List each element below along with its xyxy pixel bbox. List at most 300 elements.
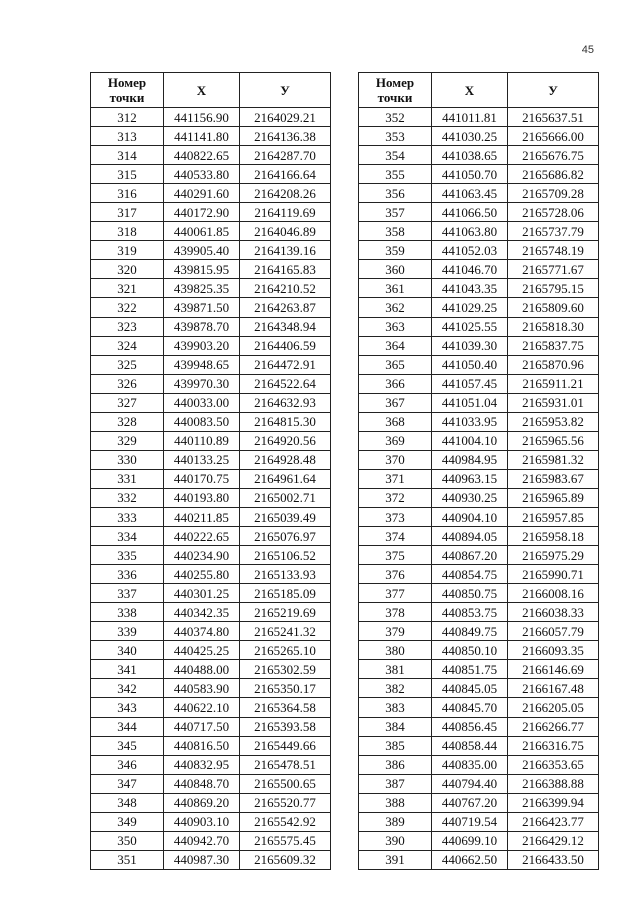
table-row xyxy=(359,241,599,260)
table-row xyxy=(359,603,599,622)
point-number-cell: 320 xyxy=(91,260,164,279)
table-row xyxy=(91,698,331,717)
x-coordinate-cell: 441052.03 xyxy=(432,241,508,260)
y-coordinate-cell: 2165575.45 xyxy=(240,831,331,850)
x-coordinate-cell: 441030.25 xyxy=(432,127,508,146)
y-coordinate-cell: 2165837.75 xyxy=(508,336,599,355)
table-header-row xyxy=(359,73,599,108)
table-row xyxy=(91,393,331,412)
table-row xyxy=(359,679,599,698)
y-coordinate-cell: 2164119.69 xyxy=(240,203,331,222)
x-coordinate-cell: 440583.90 xyxy=(164,679,240,698)
x-coordinate-cell: 440172.90 xyxy=(164,203,240,222)
point-number-cell: 346 xyxy=(91,755,164,774)
table-row xyxy=(91,203,331,222)
x-coordinate-cell: 441025.55 xyxy=(432,317,508,336)
table-row xyxy=(91,412,331,431)
y-coordinate-cell: 2165818.30 xyxy=(508,317,599,336)
y-coordinate-cell: 2165870.96 xyxy=(508,355,599,374)
x-coordinate-cell: 440867.20 xyxy=(432,546,508,565)
x-coordinate-cell: 441050.40 xyxy=(432,355,508,374)
x-coordinate-cell: 441063.45 xyxy=(432,184,508,203)
point-number-cell: 331 xyxy=(91,469,164,488)
table-header-row xyxy=(91,73,331,108)
point-number-cell: 362 xyxy=(359,298,432,317)
point-number-cell: 351 xyxy=(91,850,164,869)
table-row xyxy=(359,412,599,431)
point-number-cell: 329 xyxy=(91,431,164,450)
point-number-cell: 391 xyxy=(359,850,432,869)
x-coordinate-cell: 440858.44 xyxy=(432,736,508,755)
point-number-cell: 335 xyxy=(91,546,164,565)
y-coordinate-cell: 2165911.21 xyxy=(508,374,599,393)
table-row xyxy=(91,279,331,298)
x-coordinate-cell: 440984.95 xyxy=(432,450,508,469)
table-row xyxy=(359,393,599,412)
y-coordinate-cell: 2164263.87 xyxy=(240,298,331,317)
point-number-cell: 373 xyxy=(359,507,432,526)
point-number-cell: 352 xyxy=(359,108,432,127)
point-number-cell: 367 xyxy=(359,393,432,412)
x-coordinate-cell: 439825.35 xyxy=(164,279,240,298)
table-row xyxy=(359,660,599,679)
y-coordinate-cell: 2164166.64 xyxy=(240,165,331,184)
table-row xyxy=(91,831,331,850)
table-row xyxy=(359,717,599,736)
x-coordinate-cell: 440061.85 xyxy=(164,222,240,241)
x-coordinate-cell: 441011.81 xyxy=(432,108,508,127)
point-number-cell: 355 xyxy=(359,165,432,184)
point-number-cell: 345 xyxy=(91,736,164,755)
table-row xyxy=(91,812,331,831)
x-coordinate-cell: 440342.35 xyxy=(164,603,240,622)
table-row xyxy=(91,374,331,393)
y-coordinate-cell: 2165709.28 xyxy=(508,184,599,203)
table-row xyxy=(91,622,331,641)
table-row xyxy=(359,431,599,450)
y-coordinate-cell: 2165795.15 xyxy=(508,279,599,298)
x-coordinate-cell: 440822.65 xyxy=(164,146,240,165)
x-coordinate-cell: 441063.80 xyxy=(432,222,508,241)
x-coordinate-cell: 440851.75 xyxy=(432,660,508,679)
y-coordinate-cell: 2164815.30 xyxy=(240,412,331,431)
point-number-cell: 321 xyxy=(91,279,164,298)
table-row xyxy=(91,660,331,679)
x-coordinate-cell: 440835.00 xyxy=(432,755,508,774)
point-number-cell: 328 xyxy=(91,412,164,431)
y-coordinate-cell: 2166316.75 xyxy=(508,736,599,755)
table-row xyxy=(359,793,599,812)
point-number-cell: 383 xyxy=(359,698,432,717)
x-coordinate-cell: 440903.10 xyxy=(164,812,240,831)
point-number-cell: 324 xyxy=(91,336,164,355)
point-number-cell: 332 xyxy=(91,488,164,507)
y-coordinate-cell: 2165133.93 xyxy=(240,565,331,584)
point-number-cell: 366 xyxy=(359,374,432,393)
y-coordinate-cell: 2165039.49 xyxy=(240,507,331,526)
table-row xyxy=(359,298,599,317)
x-coordinate-cell: 440853.75 xyxy=(432,603,508,622)
y-coordinate-cell: 2166146.69 xyxy=(508,660,599,679)
table-row xyxy=(359,165,599,184)
x-coordinate-cell: 440963.15 xyxy=(432,469,508,488)
y-coordinate-cell: 2165637.51 xyxy=(508,108,599,127)
x-coordinate-cell: 441038.65 xyxy=(432,146,508,165)
x-coordinate-cell: 440083.50 xyxy=(164,412,240,431)
header-y: У xyxy=(240,73,331,108)
y-coordinate-cell: 2165666.00 xyxy=(508,127,599,146)
y-coordinate-cell: 2165241.32 xyxy=(240,622,331,641)
point-number-cell: 333 xyxy=(91,507,164,526)
table-row xyxy=(91,717,331,736)
y-coordinate-cell: 2166205.05 xyxy=(508,698,599,717)
table-row xyxy=(91,755,331,774)
point-number-cell: 384 xyxy=(359,717,432,736)
x-coordinate-cell: 440845.70 xyxy=(432,698,508,717)
point-number-cell: 326 xyxy=(91,374,164,393)
point-number-cell: 350 xyxy=(91,831,164,850)
x-coordinate-cell: 439871.50 xyxy=(164,298,240,317)
point-number-cell: 343 xyxy=(91,698,164,717)
x-coordinate-cell: 440222.65 xyxy=(164,527,240,546)
x-coordinate-cell: 440193.80 xyxy=(164,488,240,507)
point-number-cell: 315 xyxy=(91,165,164,184)
header-point-line2: точки xyxy=(377,90,413,105)
x-coordinate-cell: 441057.45 xyxy=(432,374,508,393)
x-coordinate-cell: 440904.10 xyxy=(432,507,508,526)
point-number-cell: 379 xyxy=(359,622,432,641)
table-row xyxy=(91,469,331,488)
point-number-cell: 381 xyxy=(359,660,432,679)
table-row xyxy=(91,641,331,660)
point-number-cell: 377 xyxy=(359,584,432,603)
point-number-cell: 348 xyxy=(91,793,164,812)
table-row xyxy=(359,374,599,393)
point-number-cell: 364 xyxy=(359,336,432,355)
x-coordinate-cell: 440849.75 xyxy=(432,622,508,641)
y-coordinate-cell: 2166266.77 xyxy=(508,717,599,736)
point-number-cell: 339 xyxy=(91,622,164,641)
x-coordinate-cell: 440533.80 xyxy=(164,165,240,184)
point-number-cell: 341 xyxy=(91,660,164,679)
table-row xyxy=(91,793,331,812)
point-number-cell: 318 xyxy=(91,222,164,241)
table-row xyxy=(359,108,599,127)
y-coordinate-cell: 2166388.88 xyxy=(508,774,599,793)
y-coordinate-cell: 2165809.60 xyxy=(508,298,599,317)
point-number-cell: 312 xyxy=(91,108,164,127)
x-coordinate-cell: 440845.05 xyxy=(432,679,508,698)
x-coordinate-cell: 440033.00 xyxy=(164,393,240,412)
y-coordinate-cell: 2165771.67 xyxy=(508,260,599,279)
x-coordinate-cell: 439815.95 xyxy=(164,260,240,279)
y-coordinate-cell: 2165478.51 xyxy=(240,755,331,774)
table-row xyxy=(91,603,331,622)
x-coordinate-cell: 441039.30 xyxy=(432,336,508,355)
x-coordinate-cell: 440699.10 xyxy=(432,831,508,850)
y-coordinate-cell: 2165958.18 xyxy=(508,527,599,546)
x-coordinate-cell: 441141.80 xyxy=(164,127,240,146)
x-coordinate-cell: 440255.80 xyxy=(164,565,240,584)
table-row xyxy=(359,546,599,565)
y-coordinate-cell: 2165953.82 xyxy=(508,412,599,431)
point-number-cell: 354 xyxy=(359,146,432,165)
header-point-number xyxy=(359,73,432,108)
header-x: Х xyxy=(432,73,508,108)
table-row xyxy=(91,488,331,507)
y-coordinate-cell: 2165981.32 xyxy=(508,450,599,469)
header-point-number xyxy=(91,73,164,108)
header-point-line2: точки xyxy=(109,90,145,105)
table-row xyxy=(91,450,331,469)
point-number-cell: 363 xyxy=(359,317,432,336)
point-number-cell: 323 xyxy=(91,317,164,336)
header-point-line1: Номер xyxy=(375,75,415,90)
x-coordinate-cell: 440832.95 xyxy=(164,755,240,774)
table-row xyxy=(91,146,331,165)
coordinates-table-right xyxy=(358,72,599,870)
table-row xyxy=(91,565,331,584)
x-coordinate-cell: 440622.10 xyxy=(164,698,240,717)
table-row xyxy=(359,774,599,793)
y-coordinate-cell: 2165983.67 xyxy=(508,469,599,488)
y-coordinate-cell: 2165393.58 xyxy=(240,717,331,736)
y-coordinate-cell: 2166429.12 xyxy=(508,831,599,850)
x-coordinate-cell: 440211.85 xyxy=(164,507,240,526)
point-number-cell: 388 xyxy=(359,793,432,812)
point-number-cell: 327 xyxy=(91,393,164,412)
table-row xyxy=(91,850,331,869)
y-coordinate-cell: 2164632.93 xyxy=(240,393,331,412)
point-number-cell: 369 xyxy=(359,431,432,450)
table-row xyxy=(91,336,331,355)
table-row xyxy=(91,431,331,450)
point-number-cell: 337 xyxy=(91,584,164,603)
y-coordinate-cell: 2166433.50 xyxy=(508,850,599,869)
y-coordinate-cell: 2164928.48 xyxy=(240,450,331,469)
point-number-cell: 344 xyxy=(91,717,164,736)
table-row xyxy=(91,165,331,184)
y-coordinate-cell: 2166399.94 xyxy=(508,793,599,812)
table-row xyxy=(91,736,331,755)
y-coordinate-cell: 2164136.38 xyxy=(240,127,331,146)
table-row xyxy=(359,317,599,336)
x-coordinate-cell: 440170.75 xyxy=(164,469,240,488)
x-coordinate-cell: 439948.65 xyxy=(164,355,240,374)
point-number-cell: 357 xyxy=(359,203,432,222)
point-number-cell: 319 xyxy=(91,241,164,260)
x-coordinate-cell: 440850.10 xyxy=(432,641,508,660)
point-number-cell: 342 xyxy=(91,679,164,698)
point-number-cell: 330 xyxy=(91,450,164,469)
x-coordinate-cell: 441043.35 xyxy=(432,279,508,298)
y-coordinate-cell: 2166093.35 xyxy=(508,641,599,660)
y-coordinate-cell: 2166038.33 xyxy=(508,603,599,622)
y-coordinate-cell: 2166353.65 xyxy=(508,755,599,774)
point-number-cell: 358 xyxy=(359,222,432,241)
x-coordinate-cell: 441029.25 xyxy=(432,298,508,317)
y-coordinate-cell: 2165975.29 xyxy=(508,546,599,565)
x-coordinate-cell: 440488.00 xyxy=(164,660,240,679)
y-coordinate-cell: 2165002.71 xyxy=(240,488,331,507)
x-coordinate-cell: 440794.40 xyxy=(432,774,508,793)
point-number-cell: 390 xyxy=(359,831,432,850)
point-number-cell: 334 xyxy=(91,527,164,546)
x-coordinate-cell: 441156.90 xyxy=(164,108,240,127)
point-number-cell: 378 xyxy=(359,603,432,622)
point-number-cell: 386 xyxy=(359,755,432,774)
x-coordinate-cell: 439903.20 xyxy=(164,336,240,355)
point-number-cell: 317 xyxy=(91,203,164,222)
x-coordinate-cell: 440291.60 xyxy=(164,184,240,203)
y-coordinate-cell: 2165350.17 xyxy=(240,679,331,698)
point-number-cell: 365 xyxy=(359,355,432,374)
table-row xyxy=(359,584,599,603)
x-coordinate-cell: 441050.70 xyxy=(432,165,508,184)
x-coordinate-cell: 440234.90 xyxy=(164,546,240,565)
x-coordinate-cell: 439905.40 xyxy=(164,241,240,260)
y-coordinate-cell: 2165990.71 xyxy=(508,565,599,584)
point-number-cell: 325 xyxy=(91,355,164,374)
point-number-cell: 313 xyxy=(91,127,164,146)
table-row xyxy=(359,450,599,469)
y-coordinate-cell: 2164472.91 xyxy=(240,355,331,374)
y-coordinate-cell: 2166423.77 xyxy=(508,812,599,831)
x-coordinate-cell: 440850.75 xyxy=(432,584,508,603)
table-row xyxy=(359,698,599,717)
table-row xyxy=(359,355,599,374)
y-coordinate-cell: 2166167.48 xyxy=(508,679,599,698)
y-coordinate-cell: 2166057.79 xyxy=(508,622,599,641)
point-number-cell: 349 xyxy=(91,812,164,831)
table-row xyxy=(359,850,599,869)
y-coordinate-cell: 2164287.70 xyxy=(240,146,331,165)
x-coordinate-cell: 440133.25 xyxy=(164,450,240,469)
x-coordinate-cell: 441051.04 xyxy=(432,393,508,412)
table-row xyxy=(359,641,599,660)
x-coordinate-cell: 440717.50 xyxy=(164,717,240,736)
table-row xyxy=(91,527,331,546)
y-coordinate-cell: 2164348.94 xyxy=(240,317,331,336)
table-row xyxy=(359,812,599,831)
point-number-cell: 322 xyxy=(91,298,164,317)
x-coordinate-cell: 440930.25 xyxy=(432,488,508,507)
table-row xyxy=(91,241,331,260)
point-number-cell: 316 xyxy=(91,184,164,203)
point-number-cell: 336 xyxy=(91,565,164,584)
table-row xyxy=(91,298,331,317)
x-coordinate-cell: 440110.89 xyxy=(164,431,240,450)
x-coordinate-cell: 440848.70 xyxy=(164,774,240,793)
y-coordinate-cell: 2165219.69 xyxy=(240,603,331,622)
x-coordinate-cell: 441046.70 xyxy=(432,260,508,279)
point-number-cell: 338 xyxy=(91,603,164,622)
y-coordinate-cell: 2165542.92 xyxy=(240,812,331,831)
y-coordinate-cell: 2164029.21 xyxy=(240,108,331,127)
y-coordinate-cell: 2165737.79 xyxy=(508,222,599,241)
point-number-cell: 385 xyxy=(359,736,432,755)
table-row xyxy=(359,279,599,298)
table-row xyxy=(91,184,331,203)
y-coordinate-cell: 2165965.89 xyxy=(508,488,599,507)
table-row xyxy=(359,527,599,546)
y-coordinate-cell: 2165500.65 xyxy=(240,774,331,793)
y-coordinate-cell: 2165106.52 xyxy=(240,546,331,565)
x-coordinate-cell: 440374.80 xyxy=(164,622,240,641)
y-coordinate-cell: 2165931.01 xyxy=(508,393,599,412)
point-number-cell: 314 xyxy=(91,146,164,165)
table-row xyxy=(359,146,599,165)
x-coordinate-cell: 440425.25 xyxy=(164,641,240,660)
point-number-cell: 374 xyxy=(359,527,432,546)
x-coordinate-cell: 439878.70 xyxy=(164,317,240,336)
point-number-cell: 359 xyxy=(359,241,432,260)
y-coordinate-cell: 2165676.75 xyxy=(508,146,599,165)
x-coordinate-cell: 440854.75 xyxy=(432,565,508,584)
x-coordinate-cell: 441004.10 xyxy=(432,431,508,450)
x-coordinate-cell: 439970.30 xyxy=(164,374,240,393)
table-row xyxy=(359,127,599,146)
x-coordinate-cell: 441033.95 xyxy=(432,412,508,431)
point-number-cell: 347 xyxy=(91,774,164,793)
point-number-cell: 361 xyxy=(359,279,432,298)
y-coordinate-cell: 2165728.06 xyxy=(508,203,599,222)
y-coordinate-cell: 2165748.19 xyxy=(508,241,599,260)
y-coordinate-cell: 2164522.64 xyxy=(240,374,331,393)
header-point-line1: Номер xyxy=(107,75,147,90)
point-number-cell: 389 xyxy=(359,812,432,831)
point-number-cell: 371 xyxy=(359,469,432,488)
point-number-cell: 382 xyxy=(359,679,432,698)
x-coordinate-cell: 440719.54 xyxy=(432,812,508,831)
y-coordinate-cell: 2165302.59 xyxy=(240,660,331,679)
y-coordinate-cell: 2165520.77 xyxy=(240,793,331,812)
y-coordinate-cell: 2164165.83 xyxy=(240,260,331,279)
x-coordinate-cell: 440662.50 xyxy=(432,850,508,869)
x-coordinate-cell: 440816.50 xyxy=(164,736,240,755)
table-row xyxy=(359,622,599,641)
table-row xyxy=(91,127,331,146)
point-number-cell: 360 xyxy=(359,260,432,279)
header-y: У xyxy=(508,73,599,108)
table-row xyxy=(91,679,331,698)
point-number-cell: 387 xyxy=(359,774,432,793)
y-coordinate-cell: 2165076.97 xyxy=(240,527,331,546)
x-coordinate-cell: 440767.20 xyxy=(432,793,508,812)
point-number-cell: 353 xyxy=(359,127,432,146)
table-row xyxy=(359,488,599,507)
table-row xyxy=(359,184,599,203)
table-row xyxy=(359,260,599,279)
y-coordinate-cell: 2166008.16 xyxy=(508,584,599,603)
table-row xyxy=(359,203,599,222)
table-row xyxy=(91,507,331,526)
point-number-cell: 380 xyxy=(359,641,432,660)
table-row xyxy=(91,584,331,603)
x-coordinate-cell: 440301.25 xyxy=(164,584,240,603)
table-row xyxy=(359,831,599,850)
y-coordinate-cell: 2165265.10 xyxy=(240,641,331,660)
x-coordinate-cell: 440942.70 xyxy=(164,831,240,850)
point-number-cell: 340 xyxy=(91,641,164,660)
table-row xyxy=(359,755,599,774)
y-coordinate-cell: 2165957.85 xyxy=(508,507,599,526)
x-coordinate-cell: 440869.20 xyxy=(164,793,240,812)
page-number: 45 xyxy=(581,44,594,56)
y-coordinate-cell: 2164961.64 xyxy=(240,469,331,488)
x-coordinate-cell: 440894.05 xyxy=(432,527,508,546)
table-row xyxy=(91,546,331,565)
